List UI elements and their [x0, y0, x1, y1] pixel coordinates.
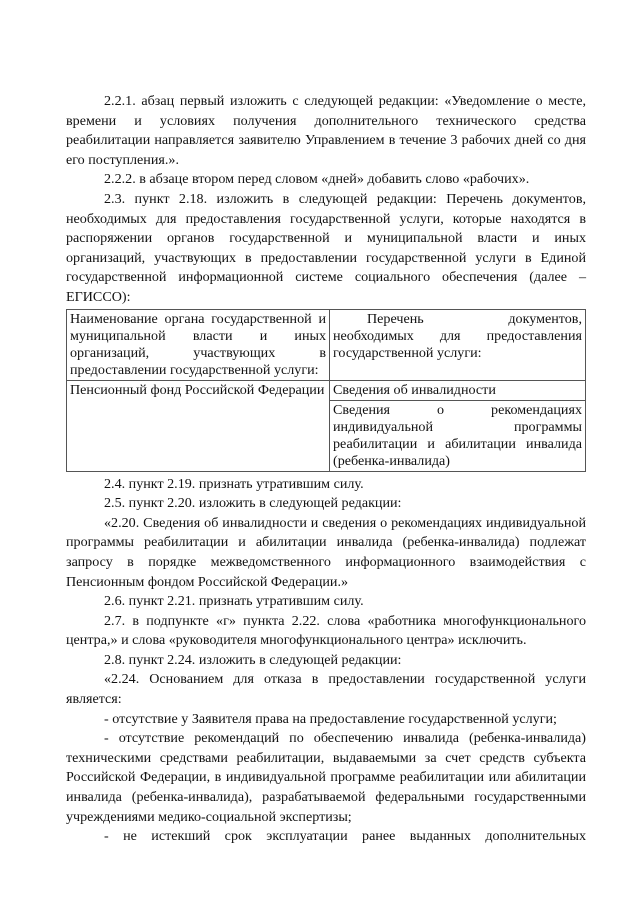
documents-table	[66, 309, 586, 472]
table-header-documents: Перечень документов, необходимых для предоставления государственной услуги:	[330, 309, 586, 380]
list-item: - не истекший срок эксплуатации ранее выданных дополнительных	[104, 828, 586, 845]
paragraph-2-6: 2.6. пункт 2.21. признать утратившим силу.	[104, 593, 364, 610]
paragraph-2-20-text: «2.20. Сведения об инвалидности и сведения о рекомендациях индивидуальной программы реабилитации и абилитации инвалида (ребенка-инвалида) подлежат запросу в порядке межведомственного информационного взаимодействия с Пенсионным фондом Российской Федерации.»	[66, 514, 586, 590]
table-row	[67, 380, 586, 400]
paragraph-2-3: 2.3. пункт 2.18. изложить в следующей редакции: Перечень документов, необходимых для предоставления государственной услуги, которые находятся в распоряжении органов государственной и муниципальной власти и иных организаций, участвующих в предоставлении государственной услуги в Единой государственной информационной системе социального обеспечения (далее – ЕГИССО):	[66, 190, 586, 305]
table-cell-organization: Пенсионный фонд Российской Федерации	[67, 380, 330, 471]
paragraph-2-4: 2.4. пункт 2.19. признать утратившим силу.	[104, 475, 364, 492]
paragraph-2-8: 2.8. пункт 2.24. изложить в следующей редакции:	[104, 651, 402, 668]
table-cell-disability-info: Сведения об инвалидности	[330, 380, 586, 400]
paragraph-2-24-text: «2.24. Основанием для отказа в предоставлении государственной услуги является:	[66, 671, 586, 708]
table-header-row	[67, 309, 586, 380]
list-item: - отсутствие у Заявителя права на предоставление государственной услуги;	[104, 710, 557, 727]
table-cell-rehabilitation-info: Сведения о рекомендациях индивидуальной программы реабилитации и абилитации инвалида (ребенка-инвалида)	[330, 400, 586, 471]
paragraph-2-7: 2.7. в подпункте «г» пункта 2.22. слова «работника многофункционального центра,» и слова «руководителя многофункционального центра» исключить.	[66, 612, 586, 649]
paragraph-2-2-2: 2.2.2. в абзаце втором перед словом «дней» добавить слово «рабочих».	[104, 171, 530, 188]
document-page	[66, 92, 586, 847]
paragraph-2-2-1: 2.2.1. абзац первый изложить с следующей редакции: «Уведомление о месте, времени и условиях получения дополнительного технического средства реабилитации направляется заявителю Управлением в течение 3 рабочих дней со дня его поступления.».	[66, 93, 586, 168]
paragraph-2-5: 2.5. пункт 2.20. изложить в следующей редакции:	[104, 495, 402, 512]
list-item: - отсутствие рекомендаций по обеспечению инвалида (ребенка-инвалида) техническими средствами реабилитации, выдаваемыми за счет средств субъекта Российской Федерации, в индивидуальной программе реабилитации или абилитации инвалида (ребенка-инвалида), разрабатываемой федеральными государственными учреждениями медико-социальной экспертизы;	[66, 730, 586, 825]
table-header-organization: Наименование органа государственной и муниципальной власти и иных организаций, участвующих в предоставлении государственной услуги:	[67, 309, 330, 380]
